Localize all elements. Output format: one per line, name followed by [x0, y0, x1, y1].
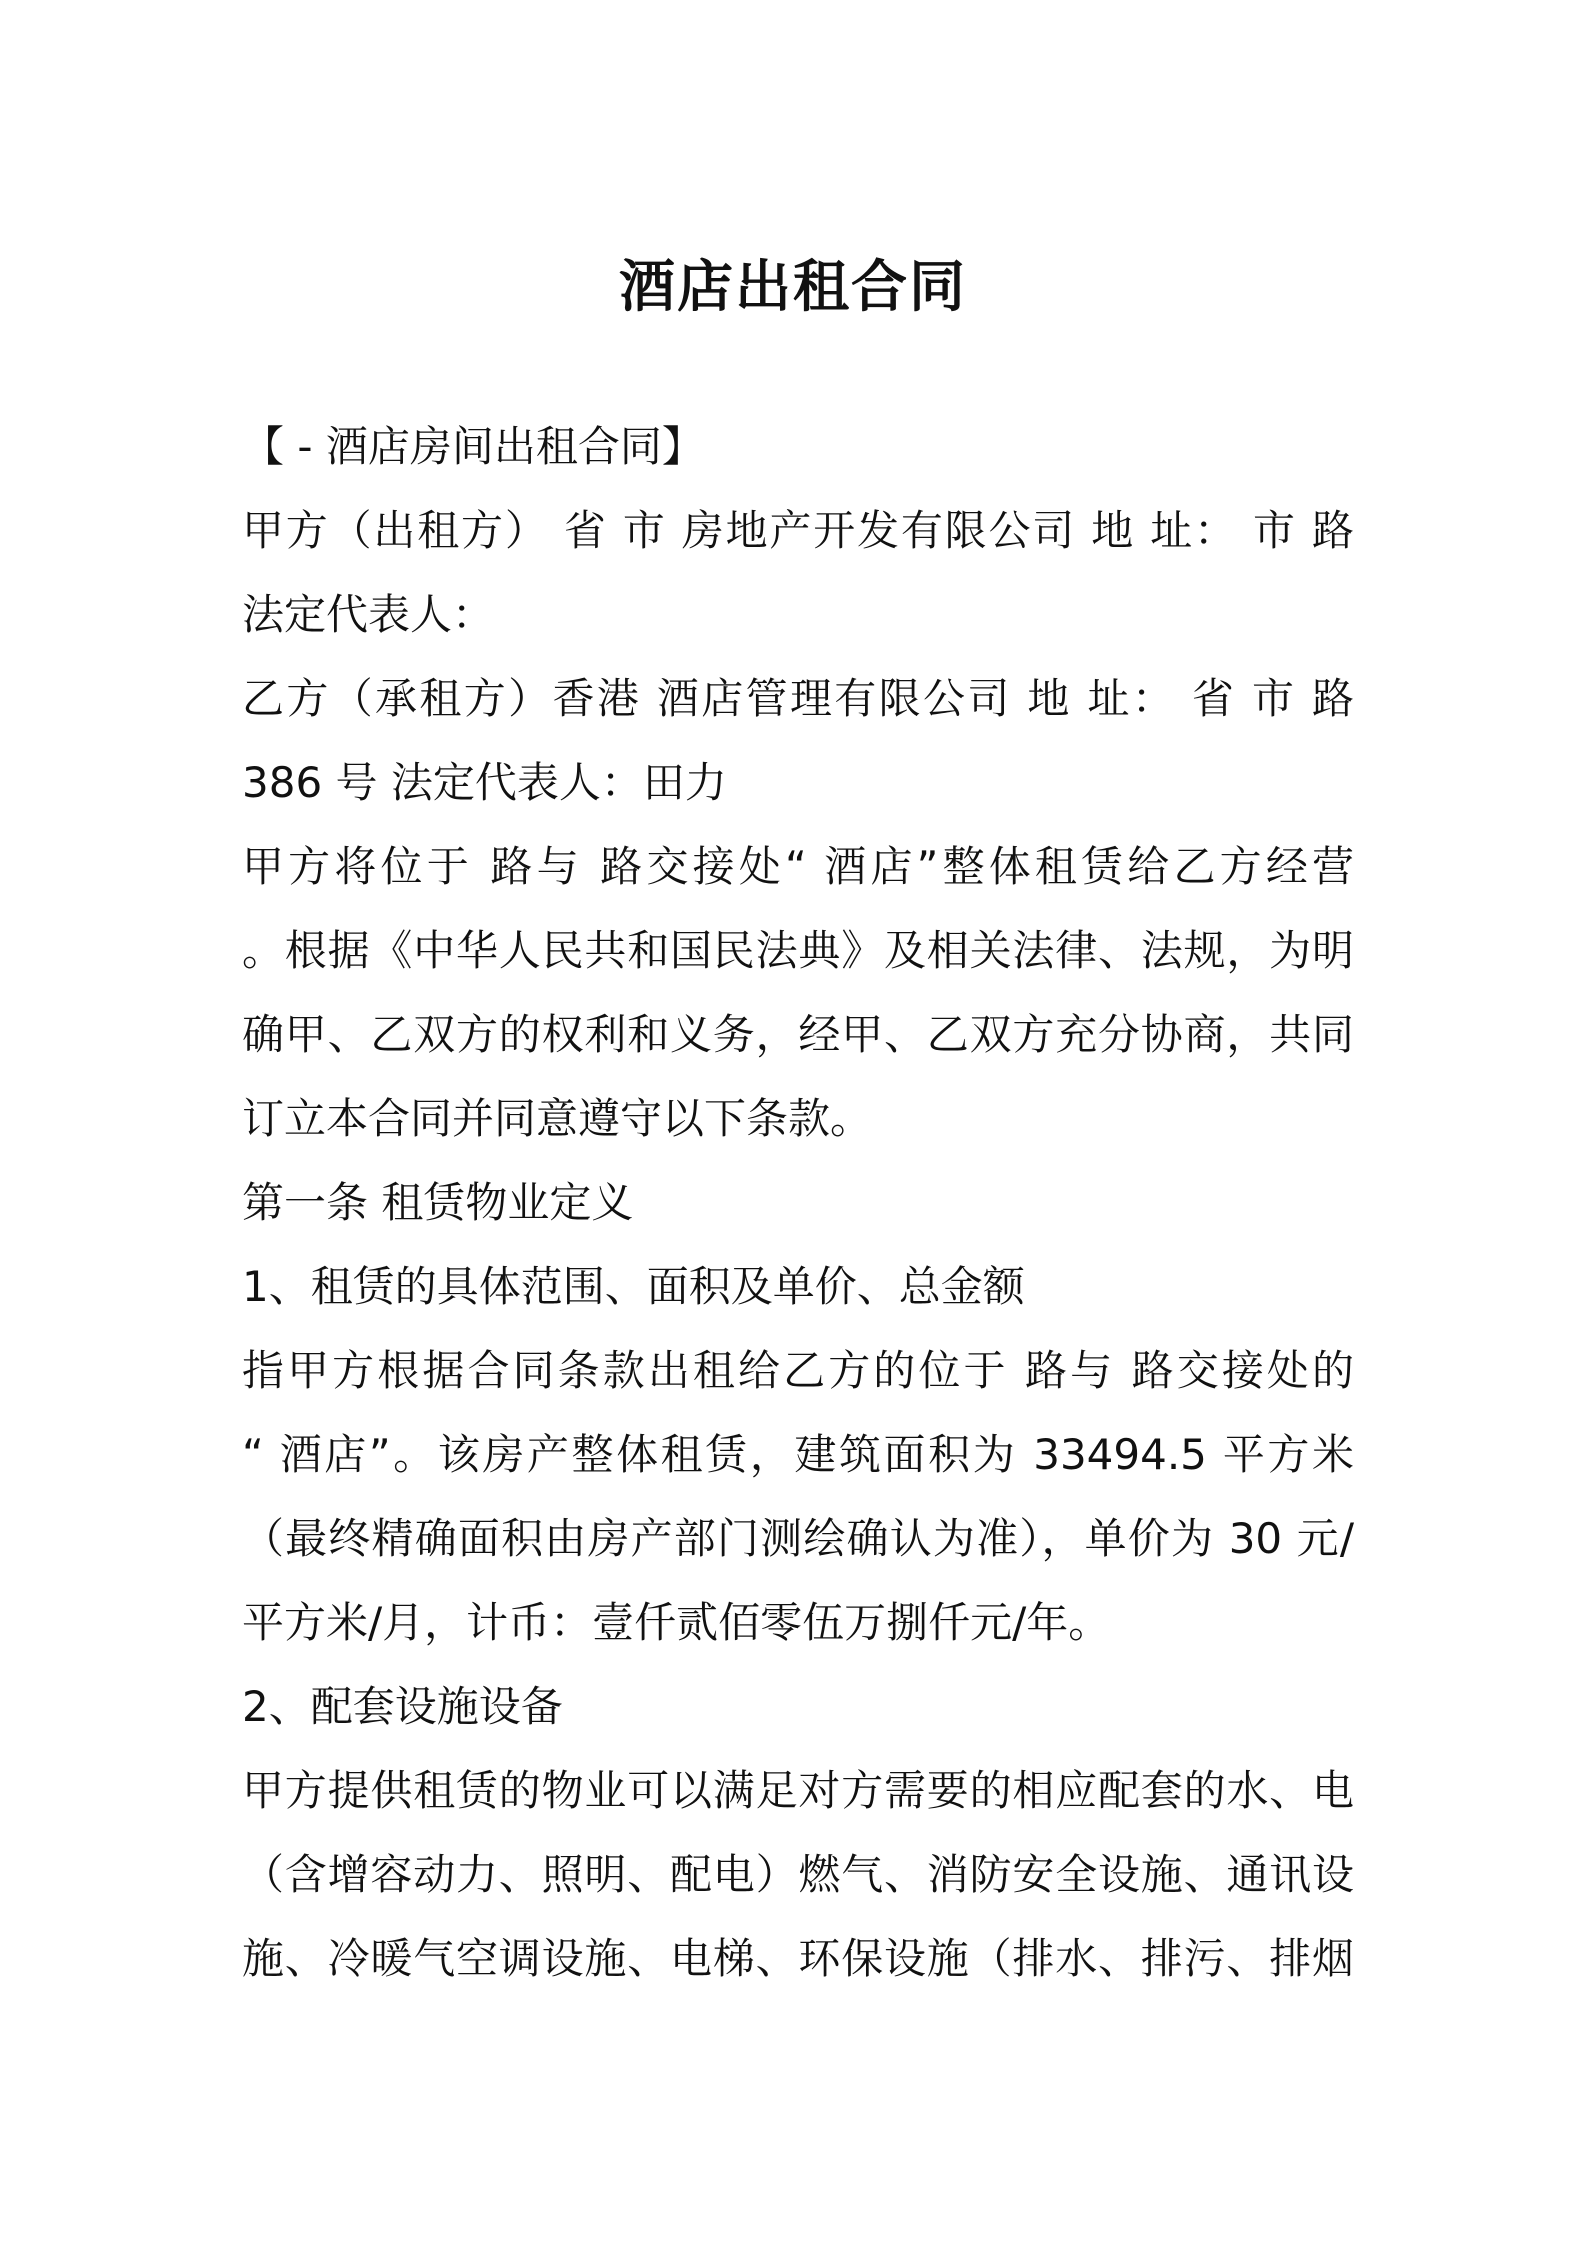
- text-line-subtitle: 【 - 酒店房间出租合同】: [242, 422, 704, 471]
- text-line-section-1: 平方米/月，计币：壹仟贰佰零伍万捌仟元/年。: [242, 1598, 1111, 1647]
- section-heading: 2、配套设施设备: [242, 1682, 563, 1731]
- document-body: [242, 405, 1354, 2001]
- document-title: 酒店出租合同: [619, 255, 967, 320]
- text-line-preamble: 甲方将位于 路与 路交接处“ 酒店”整体租赁给乙方经营: [242, 842, 1354, 891]
- section-heading: 1、租赁的具体范围、面积及单价、总金额: [242, 1262, 1025, 1311]
- text-line-preamble: 确甲、乙双方的权利和义务，经甲、乙双方充分协商，共同: [242, 1010, 1354, 1059]
- text-line-section-2: （含增容动力、照明、配电）燃气、消防安全设施、通讯设: [242, 1850, 1354, 1899]
- text-line-preamble: 订立本合同并同意遵守以下条款。: [242, 1094, 873, 1143]
- text-line-party-b: 乙方（承租方）香港 酒店管理有限公司 地 址： 省 市 路: [242, 674, 1354, 723]
- text-line-party-a: 甲方（出租方） 省 市 房地产开发有限公司 地 址： 市 路: [242, 506, 1354, 555]
- text-line-section-1: （最终精确面积由房产部门测绘确认为准），单价为 30 元/: [242, 1514, 1354, 1563]
- text-line-section-2: 施、冷暖气空调设施、电梯、环保设施（排水、排污、排烟: [242, 1934, 1354, 1983]
- text-line-party-a-rep: 法定代表人：: [242, 590, 495, 639]
- article-heading: 第一条 租赁物业定义: [242, 1178, 634, 1227]
- text-line-section-2: 甲方提供租赁的物业可以满足对方需要的相应配套的水、电: [242, 1766, 1354, 1815]
- text-line-party-b-rep: 386 号 法定代表人：田力: [242, 758, 727, 807]
- text-line-preamble: 。根据《中华人民共和国民法典》及相关法律、法规，为明: [242, 926, 1354, 975]
- text-line-section-1: “ 酒店”。该房产整体租赁，建筑面积为 33494.5 平方米: [242, 1430, 1354, 1479]
- text-line-section-1: 指甲方根据合同条款出租给乙方的位于 路与 路交接处的: [242, 1346, 1354, 1395]
